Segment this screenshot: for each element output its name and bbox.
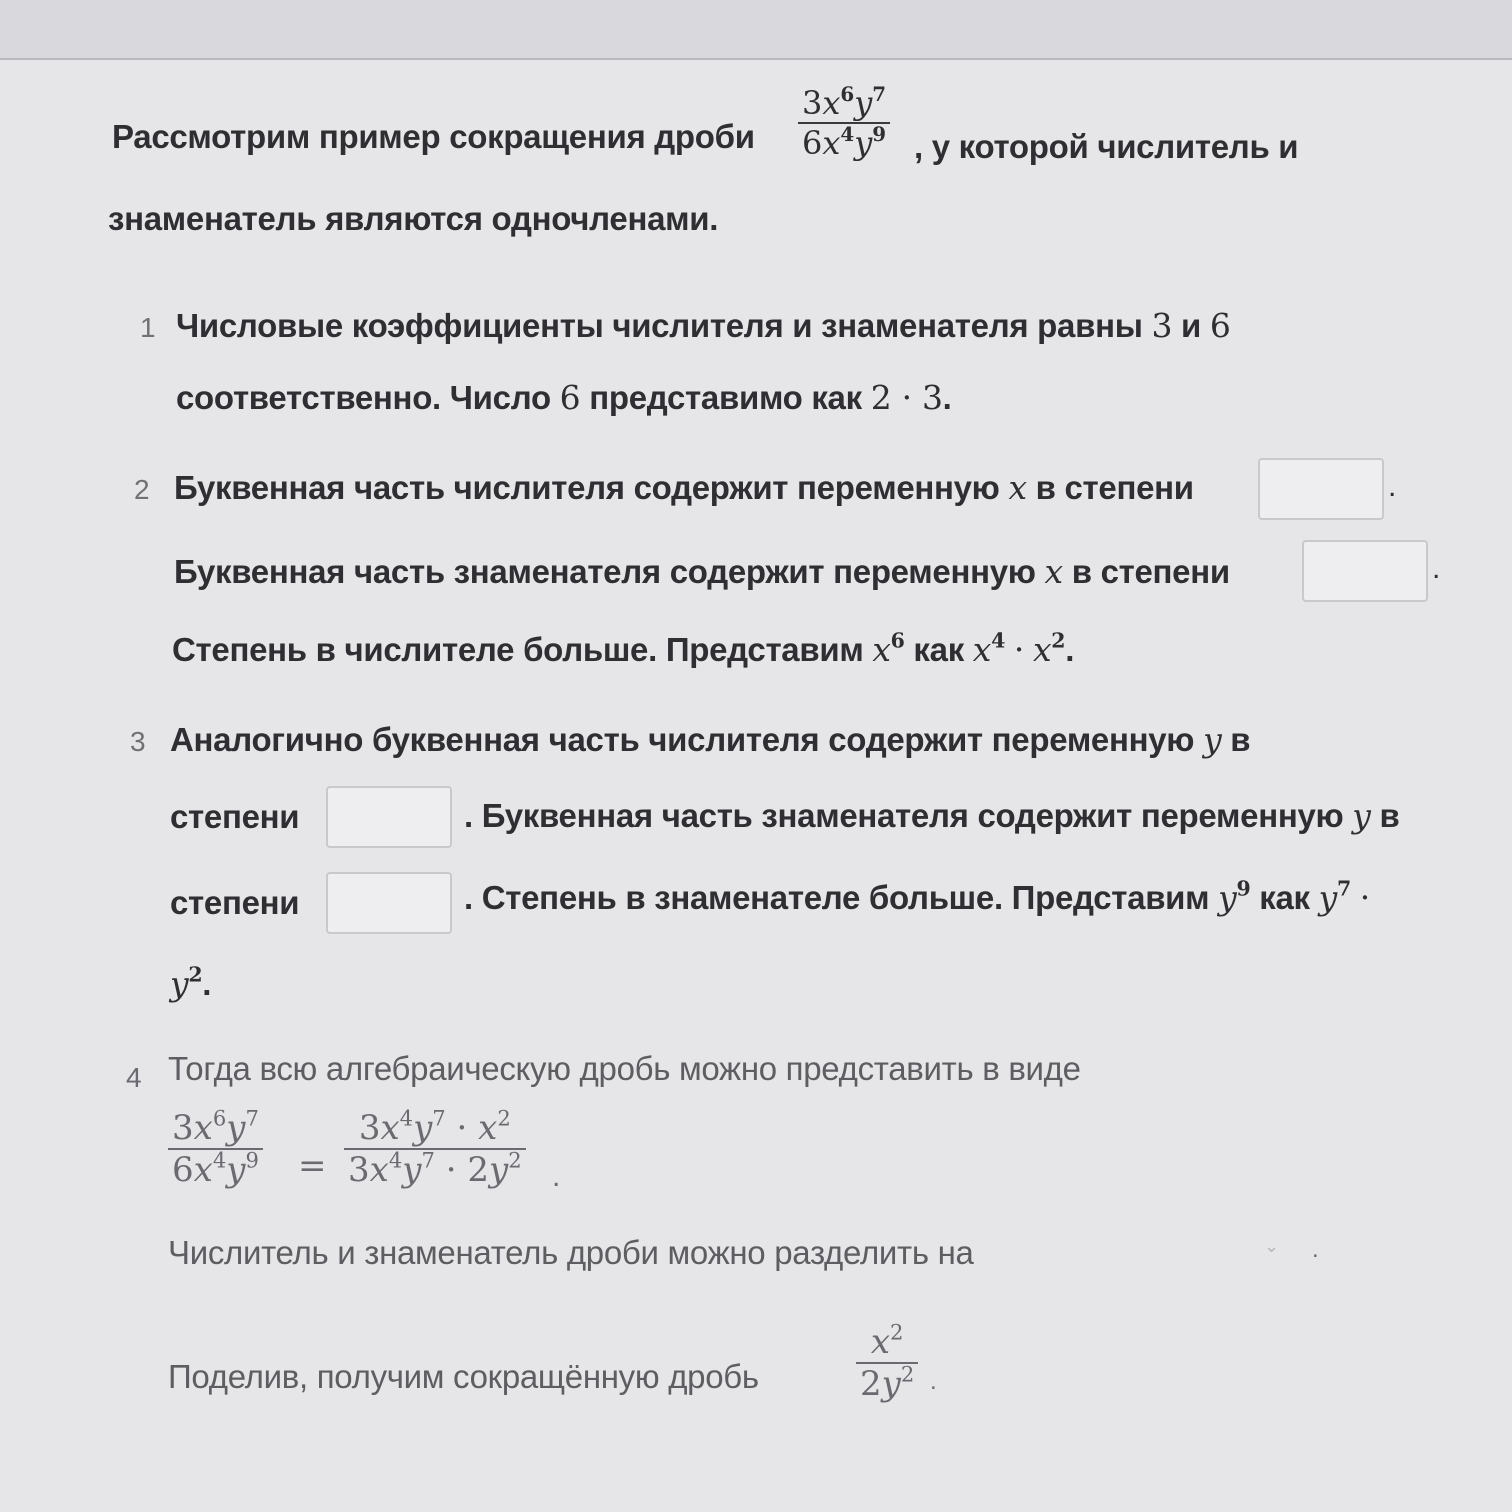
equation-right-fraction	[344, 1105, 526, 1190]
period: .	[552, 1160, 561, 1193]
step2-exponent-input-1[interactable]	[1258, 458, 1384, 520]
top-divider	[0, 58, 1512, 60]
step3-line3-prefix: степени	[170, 884, 300, 921]
intro-text-before: Рассмотрим пример сокращения дроби	[112, 118, 755, 155]
step-number-4: 4	[126, 1062, 142, 1093]
result-numerator: $x^2$	[870, 1319, 904, 1362]
step3-line3-suffix: . Степень в знаменателе больше. Представим $y^9$ как $y^7$ ·	[464, 876, 1370, 917]
step3-line2-suffix: . Буквенная часть знаменателя содержит переменную y в	[464, 796, 1400, 835]
top-bar	[0, 0, 1512, 58]
step-number-2: 2	[134, 474, 150, 505]
period: .	[1432, 552, 1441, 585]
step2-line1: Буквенная часть числителя содержит переменную x в степени	[174, 468, 1194, 507]
result-fraction	[856, 1319, 918, 1404]
step-number-1: 1	[140, 312, 156, 343]
intro-text-after: , у которой числитель и	[914, 128, 1299, 165]
intro-line-2: знаменатель являются одночленами.	[108, 200, 719, 237]
equation-right-numerator: $3x^4y^7 \cdot x^2$	[358, 1105, 511, 1148]
equation-right-denominator: $3x^4y^7 \cdot 2y^2$	[348, 1147, 522, 1190]
step2-line3: Степень в числителе больше. Представим $x^6$ как $x^4 \cdot x^2$.	[172, 628, 1075, 669]
intro-fraction-denominator: $6x^4y^9$	[802, 122, 887, 162]
step-number-3: 3	[130, 726, 146, 757]
step3-line1: Аналогично буквенная часть числителя содержит переменную y в	[170, 720, 1251, 759]
step3-exponent-input-2[interactable]	[326, 872, 452, 934]
intro-fraction	[798, 84, 890, 162]
period: .	[1312, 1236, 1319, 1263]
step4-line1: Тогда всю алгебраическую дробь можно представить в виде	[168, 1050, 1081, 1087]
period: .	[930, 1368, 937, 1395]
step3-line4: $y^2$.	[170, 962, 212, 1003]
step3-exponent-input-1[interactable]	[326, 786, 452, 848]
step2-line2: Буквенная часть знаменателя содержит переменную x в степени	[174, 552, 1230, 591]
step3-line2-prefix: степени	[170, 798, 300, 835]
result-denominator: $2y^2$	[860, 1361, 915, 1404]
step1-line2: соответственно. Число 6 представимо как 2 · 3.	[176, 378, 952, 417]
equation-left-fraction	[168, 1105, 263, 1190]
intro-fraction-numerator: $3x^6y^7$	[802, 82, 887, 122]
equals-sign: =	[298, 1146, 327, 1186]
equation-left-numerator: $3x^6y^7$	[172, 1105, 259, 1148]
step4-line3: Поделив, получим сокращённую дробь	[168, 1358, 759, 1395]
step1-line1: Числовые коэффициенты числителя и знаменателя равны 3 и 6	[176, 306, 1231, 345]
step4-line2: Числитель и знаменатель дроби можно разделить на	[168, 1234, 974, 1271]
chevron-down-icon[interactable]: ⌄	[1264, 1236, 1280, 1256]
period: .	[1388, 470, 1397, 503]
step2-exponent-input-2[interactable]	[1302, 540, 1428, 602]
equation-left-denominator: $6x^4y^9$	[172, 1147, 259, 1190]
